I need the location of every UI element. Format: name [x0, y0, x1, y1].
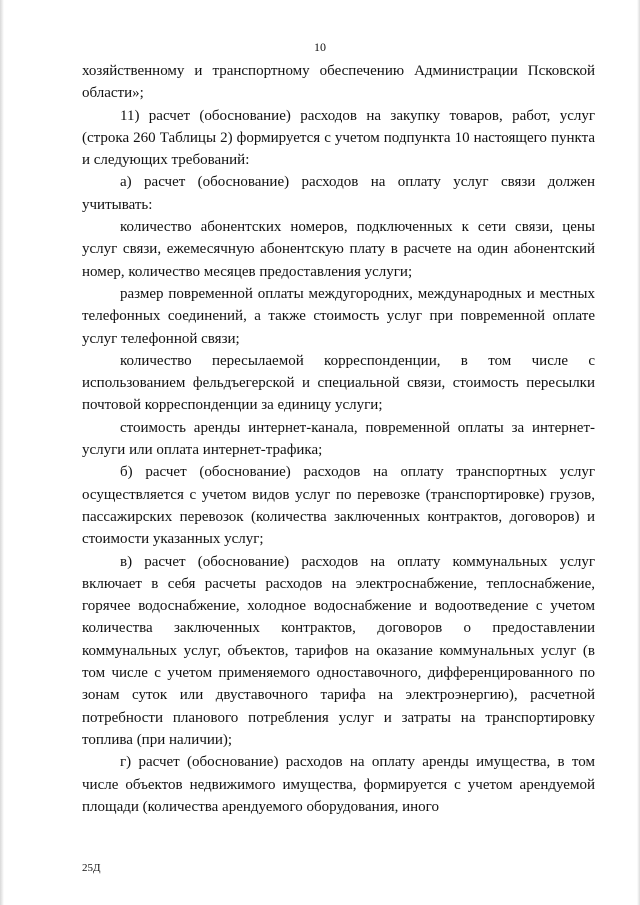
- document-body: [82, 60, 595, 818]
- paragraph-subitem-b: б) расчет (обоснование) расходов на оплату транспортных услуг осуществляется с учетом видов услуг по перевозке (транспортировке) грузов, пассажирских перевозок (количества заключенных контрактов, договоров) и стоимости указанных услуг;: [82, 464, 595, 548]
- paragraph-internet: стоимость аренды интернет-канала, повременной оплаты за интернет-услуги или оплата интернет-трафика;: [82, 419, 595, 459]
- paragraph-correspondence: количество пересылаемой корреспонденции, в том числе с использованием фельдъегерской и специальной связи, стоимость пересылки почтовой корреспонденции за единицу услуги;: [82, 352, 595, 414]
- page-number: 10: [314, 40, 326, 54]
- paragraph-subitem-a: а) расчет (обоснование) расходов на оплату услуг связи должен учитывать:: [82, 174, 595, 213]
- paragraph-subscriber-numbers: количество абонентских номеров, подключенных к сети связи, цены услуг связи, ежемесячную абонентскую плату в расчете на один абонентский номер, количество месяцев предоставления услуги;: [82, 219, 595, 280]
- paragraph-phone-calls: размер повременной оплаты междугородних, международных и местных телефонных соединений, а также стоимость услуг при повременной оплате услуг телефонной связи;: [82, 285, 595, 347]
- paragraph-continuation: хозяйственному и транспортному обеспечению Администрации Псковской области»;: [82, 63, 595, 102]
- scan-edge-left: [0, 0, 4, 905]
- paragraph-subitem-g: г) расчет (обоснование) расходов на оплату аренды имущества, в том числе объектов недвижимого имущества, формируется с учетом арендуемой площади (количества арендуемого оборудования, иного: [82, 754, 595, 815]
- paragraph-subitem-v: в) расчет (обоснование) расходов на оплату коммунальных услуг включает в себя расчеты расходов на электроснабжение, теплоснабжение, горячее водоснабжение, холодное водоснабжение и водоотведение с учетом количества заключенных контрактов, договоров о предоставлении коммунальных услуг, объектов, тарифов на оказание коммунальных услуг (в том числе с учетом применяемого одноставочного, дифференцированного по зонам суток или двуставочного тарифа на электроэнергию), расчетной потребности планового потребления услуг и затраты на транспортировку топлива (при наличии);: [82, 553, 595, 748]
- footer-code: 25Д: [82, 862, 101, 874]
- paragraph-item-11: 11) расчет (обоснование) расходов на закупку товаров, работ, услуг (строка 260 Таблицы 2) формируется с учетом подпункта 10 настоящего пункта и следующих требований:: [82, 107, 595, 169]
